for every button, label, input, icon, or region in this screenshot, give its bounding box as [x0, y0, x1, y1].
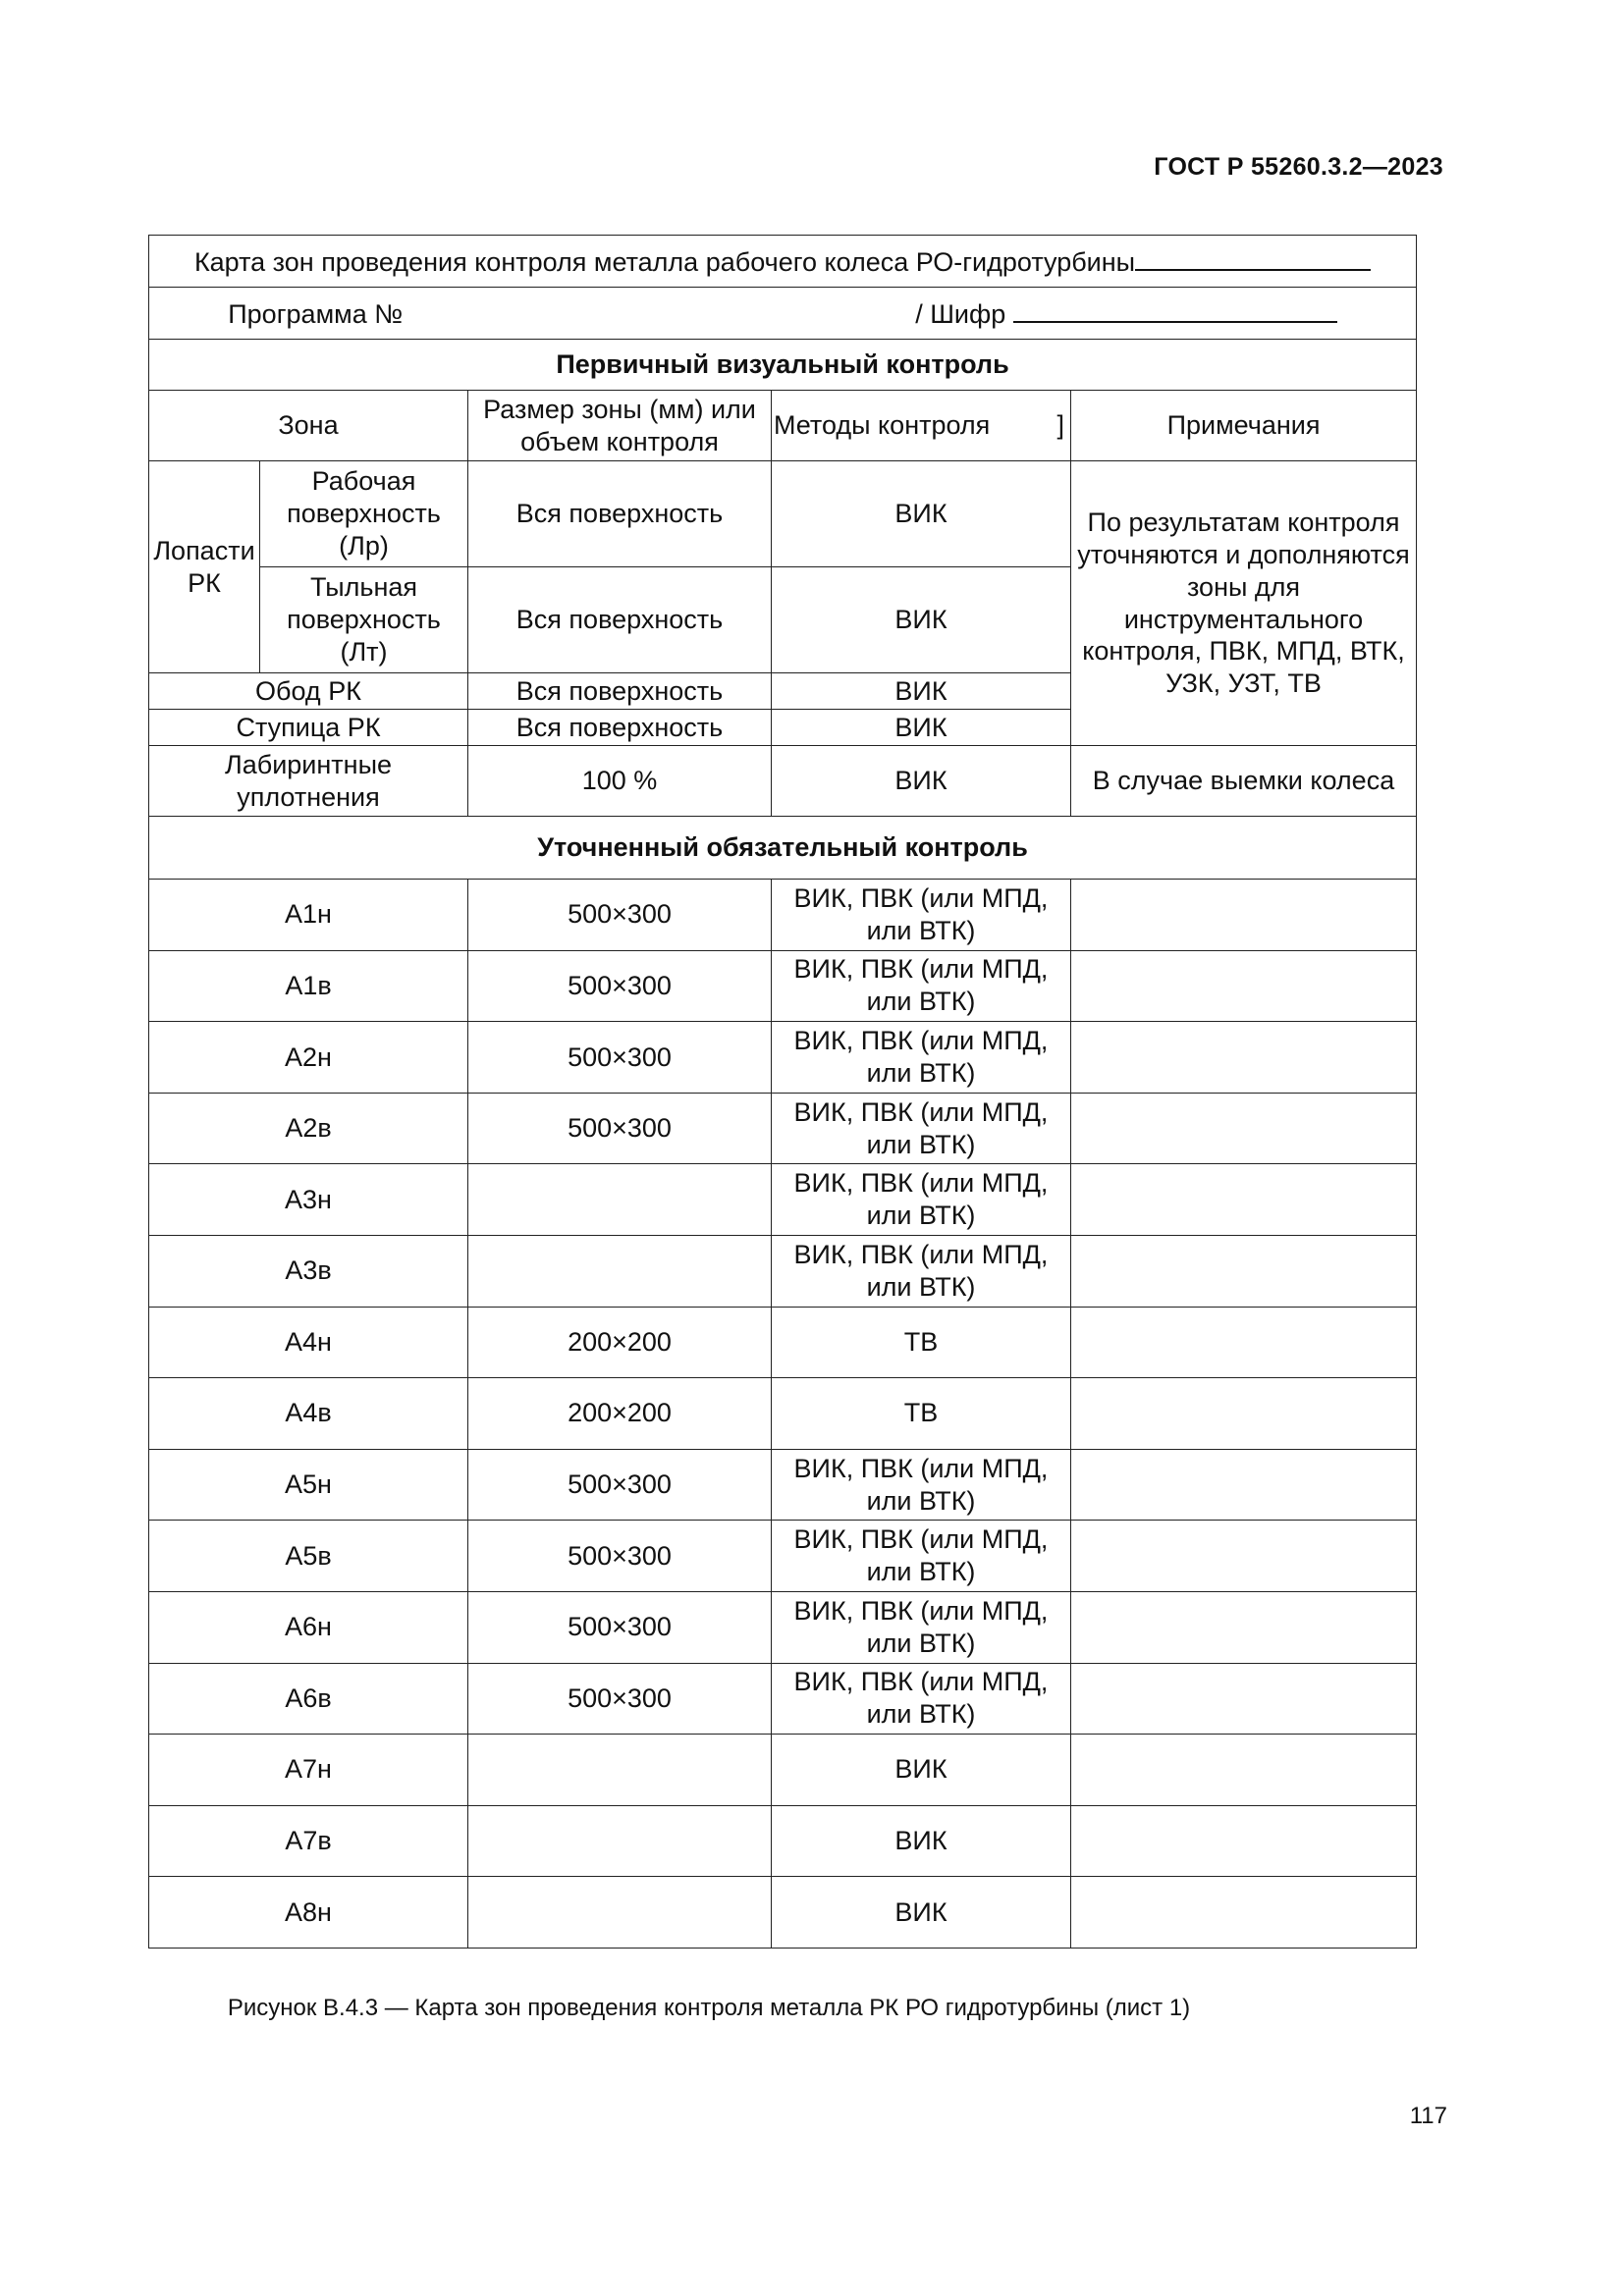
- primary-note: По результатам контроля уточняются и дополняются зоны для инструментального контроля, ПВК, МПД, ВТК, УЗК, УЗТ, ТВ: [1071, 461, 1417, 746]
- table-row: [149, 1164, 1417, 1236]
- table-row: [149, 1521, 1417, 1592]
- refined-section-row: [149, 817, 1417, 880]
- zone-cell: А7н: [149, 1735, 468, 1806]
- methods-cell: ВИК, ПВК (или МПД, или ВТК): [772, 1022, 1071, 1094]
- methods-cell: ВИК, ПВК (или МПД, или ВТК): [772, 1521, 1071, 1592]
- col-header-methods-bracket: ]: [1056, 410, 1064, 441]
- zone-cell: А4в: [149, 1378, 468, 1450]
- program-cell: [149, 288, 1417, 340]
- hub-size: Вся поверхность: [468, 710, 772, 746]
- methods-cell: ТВ: [772, 1378, 1071, 1450]
- working-surface-label: Рабочая поверхность (Лр): [260, 461, 468, 567]
- methods-cell: ТВ: [772, 1307, 1071, 1378]
- notes-cell: [1071, 1877, 1417, 1949]
- zone-cell: А1в: [149, 950, 468, 1022]
- size-cell: 500×300: [468, 1663, 772, 1735]
- zone-cell: А4н: [149, 1307, 468, 1378]
- back-surface-method: ВИК: [772, 567, 1071, 673]
- col-header-size: Размер зоны (мм) или объем контроля: [468, 391, 772, 461]
- methods-cell: ВИК: [772, 1877, 1071, 1949]
- rim-label: Обод РК: [149, 673, 468, 710]
- refined-rows: [149, 880, 1417, 1949]
- size-cell: [468, 1877, 772, 1949]
- size-cell: 200×200: [468, 1378, 772, 1450]
- notes-cell: [1071, 1307, 1417, 1378]
- size-cell: [468, 1805, 772, 1877]
- rim-method: ВИК: [772, 673, 1071, 710]
- col-header-methods-label: Методы контроля: [774, 410, 991, 441]
- figure-caption: Рисунок В.4.3 — Карта зон проведения контроля металла РК РО гидротурбины (лист 1): [227, 1995, 1191, 2021]
- back-surface-label: Тыльная поверхность (Лт): [260, 567, 468, 673]
- blades-label: Лопасти РК: [149, 461, 260, 673]
- column-header-row: [149, 391, 1417, 461]
- notes-cell: [1071, 1022, 1417, 1094]
- methods-cell: ВИК, ПВК (или МПД, или ВТК): [772, 1164, 1071, 1236]
- size-cell: 500×300: [468, 950, 772, 1022]
- table-row: [149, 1093, 1417, 1164]
- table-row: [149, 1805, 1417, 1877]
- working-surface-method: ВИК: [772, 461, 1071, 567]
- card-title-cell: [149, 236, 1417, 288]
- zone-cell: А2н: [149, 1022, 468, 1094]
- figure-caption-wrapper: [0, 1995, 1624, 2022]
- zone-cell: А8н: [149, 1877, 468, 1949]
- blade-working-row: [149, 461, 1417, 567]
- size-cell: 500×300: [468, 880, 772, 951]
- labyrinth-note: В случае выемки колеса: [1071, 746, 1417, 817]
- notes-cell: [1071, 1235, 1417, 1307]
- table-row: [149, 1735, 1417, 1806]
- methods-cell: ВИК: [772, 1805, 1071, 1877]
- notes-cell: [1071, 880, 1417, 951]
- cipher-blank-line: [1013, 295, 1337, 323]
- zone-cell: А3в: [149, 1235, 468, 1307]
- standard-number: ГОСТ Р 55260.3.2—2023: [1154, 153, 1443, 181]
- size-cell: 500×300: [468, 1093, 772, 1164]
- zone-cell: А6н: [149, 1591, 468, 1663]
- program-row: [149, 288, 1417, 340]
- col-header-notes: Примечания: [1071, 391, 1417, 461]
- methods-cell: ВИК, ПВК (или МПД, или ВТК): [772, 1093, 1071, 1164]
- title-blank-line: [1135, 243, 1371, 271]
- zone-cell: А5н: [149, 1449, 468, 1521]
- size-cell: 500×300: [468, 1022, 772, 1094]
- program-label: Программа №: [228, 299, 404, 330]
- hub-label: Ступица РК: [149, 710, 468, 746]
- methods-cell: ВИК, ПВК (или МПД, или ВТК): [772, 1591, 1071, 1663]
- methods-cell: ВИК, ПВК (или МПД, или ВТК): [772, 1235, 1071, 1307]
- table-row: [149, 1591, 1417, 1663]
- labyrinth-method: ВИК: [772, 746, 1071, 817]
- size-cell: 500×300: [468, 1521, 772, 1592]
- methods-cell: ВИК, ПВК (или МПД, или ВТК): [772, 1449, 1071, 1521]
- methods-cell: ВИК, ПВК (или МПД, или ВТК): [772, 880, 1071, 951]
- notes-cell: [1071, 1591, 1417, 1663]
- card-title: Карта зон проведения контроля металла рабочего колеса РО-гидротурбины: [193, 247, 1136, 278]
- page-number: 117: [1409, 2103, 1447, 2129]
- refined-section-heading: Уточненный обязательный контроль: [149, 817, 1417, 880]
- notes-cell: [1071, 1164, 1417, 1236]
- size-cell: 500×300: [468, 1449, 772, 1521]
- table-row: [149, 1877, 1417, 1949]
- zone-cell: А5в: [149, 1521, 468, 1592]
- size-cell: [468, 1164, 772, 1236]
- hub-method: ВИК: [772, 710, 1071, 746]
- col-header-methods: [772, 391, 1071, 461]
- notes-cell: [1071, 1449, 1417, 1521]
- labyrinth-row: [149, 746, 1417, 817]
- primary-section-row: [149, 340, 1417, 391]
- labyrinth-size: 100 %: [468, 746, 772, 817]
- primary-section-heading: Первичный визуальный контроль: [149, 340, 1417, 391]
- notes-cell: [1071, 1663, 1417, 1735]
- size-cell: [468, 1235, 772, 1307]
- size-cell: 200×200: [468, 1307, 772, 1378]
- zone-cell: А3н: [149, 1164, 468, 1236]
- zone-cell: А6в: [149, 1663, 468, 1735]
- cipher-label: / Шифр: [915, 299, 1006, 330]
- notes-cell: [1071, 1521, 1417, 1592]
- size-cell: [468, 1735, 772, 1806]
- notes-cell: [1071, 1805, 1417, 1877]
- notes-cell: [1071, 950, 1417, 1022]
- title-row: [149, 236, 1417, 288]
- notes-cell: [1071, 1735, 1417, 1806]
- table-row: [149, 1307, 1417, 1378]
- table-row: [149, 950, 1417, 1022]
- methods-cell: ВИК, ПВК (или МПД, или ВТК): [772, 1663, 1071, 1735]
- table-row: [149, 1663, 1417, 1735]
- control-zone-card-table: [148, 235, 1417, 1949]
- col-header-zone: Зона: [149, 391, 468, 461]
- notes-cell: [1071, 1378, 1417, 1450]
- table-row: [149, 880, 1417, 951]
- back-surface-size: Вся поверхность: [468, 567, 772, 673]
- table-row: [149, 1022, 1417, 1094]
- methods-cell: ВИК: [772, 1735, 1071, 1806]
- zone-cell: А7в: [149, 1805, 468, 1877]
- zone-cell: А1н: [149, 880, 468, 951]
- table-row: [149, 1449, 1417, 1521]
- table-row: [149, 1378, 1417, 1450]
- zone-cell: А2в: [149, 1093, 468, 1164]
- labyrinth-label: Лабиринтные уплотнения: [149, 746, 468, 817]
- working-surface-size: Вся поверхность: [468, 461, 772, 567]
- rim-size: Вся поверхность: [468, 673, 772, 710]
- table-row: [149, 1235, 1417, 1307]
- methods-cell: ВИК, ПВК (или МПД, или ВТК): [772, 950, 1071, 1022]
- size-cell: 500×300: [468, 1591, 772, 1663]
- notes-cell: [1071, 1093, 1417, 1164]
